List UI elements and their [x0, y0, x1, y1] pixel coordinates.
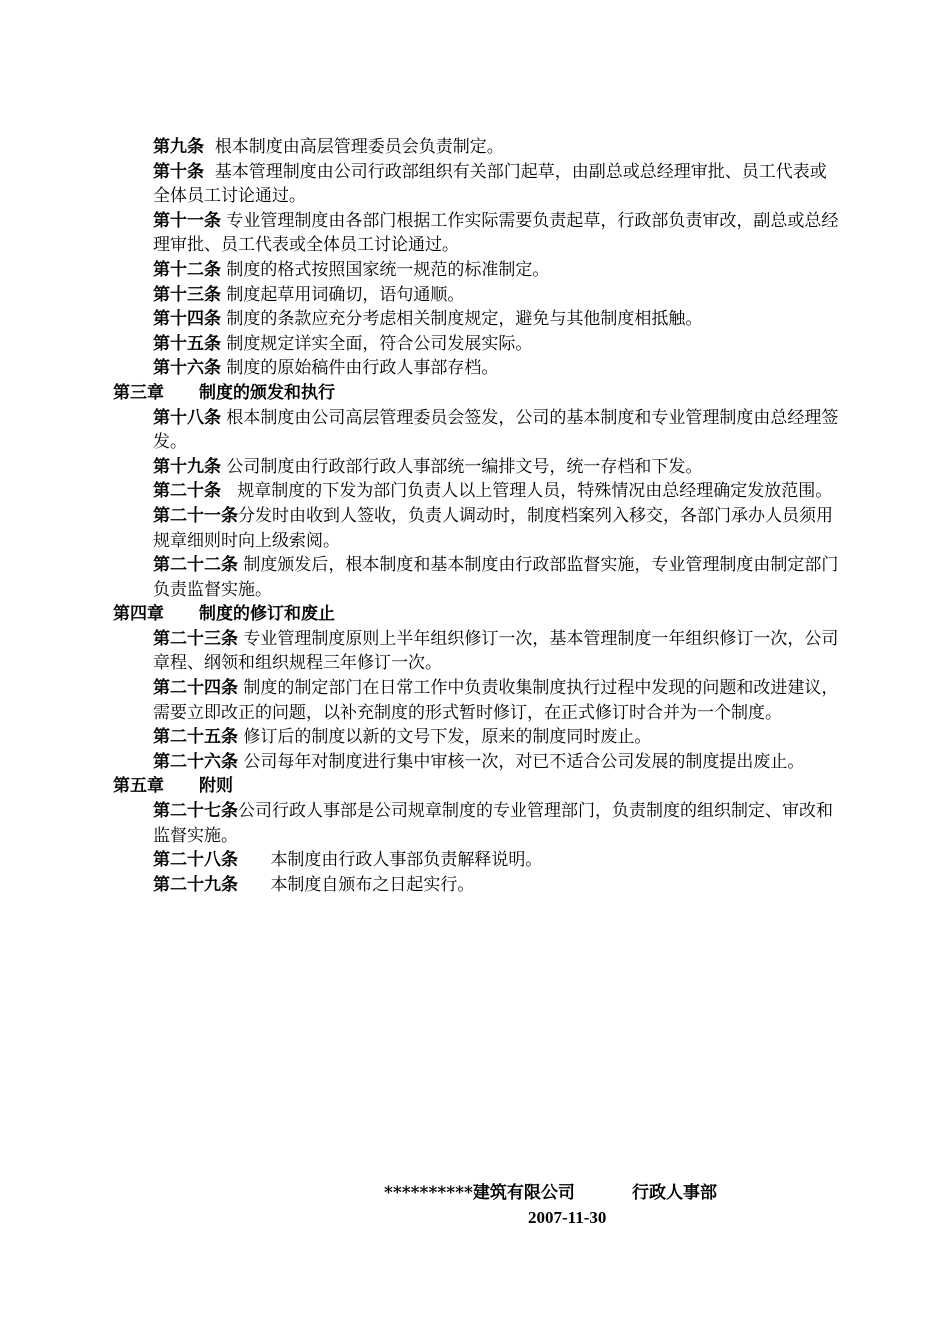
article-number: 第二十八条: [153, 850, 238, 871]
article-paragraph: [113, 455, 843, 480]
article-number: 第二十六条: [153, 751, 238, 772]
article-paragraph: [113, 258, 843, 283]
article-number: 第十五条: [153, 333, 221, 354]
article-text: 制度的格式按照国家统一规范的标准制定。: [226, 259, 550, 280]
article-paragraph: [113, 725, 843, 750]
chapter-number: 第四章: [113, 604, 164, 625]
chapter-title: 制度的修订和废止: [199, 604, 335, 625]
article-paragraph: [113, 553, 843, 602]
article-gap: [238, 875, 270, 895]
department-name: 行政人事部: [632, 1183, 717, 1203]
article-text: 制度的原始稿件由行政人事部存档。: [226, 358, 499, 379]
article-paragraph: [113, 283, 843, 308]
article-gap: [204, 137, 215, 157]
chapter-heading-5: [113, 774, 843, 799]
article-text: 本制度自颁布之日起实行。: [270, 874, 475, 895]
article-number: 第二十九条: [153, 874, 238, 895]
article-text: 分发时由收到人签收，负责人调动时，制度档案列入移交，各部门承办人员须用规章细则时向上级索阅。: [153, 505, 833, 551]
article-group-chapter3: [113, 406, 843, 603]
chapter-heading-4: [113, 602, 843, 627]
article-text: 制度的条款应充分考虑相关制度规定，避免与其他制度相抵触。: [226, 309, 703, 330]
article-paragraph: [113, 627, 843, 676]
chapter-heading-3: [113, 381, 843, 406]
article-number: 第十一条: [153, 210, 221, 231]
article-text: 基本管理制度由公司行政部组织有关部门起草，由副总或总经理审批、员工代表或全体员工讨论通过。: [153, 161, 827, 207]
article-number: 第十八条: [153, 407, 221, 428]
article-group-chapter5: [113, 799, 843, 897]
article-paragraph: [113, 848, 843, 873]
article-gap: [204, 162, 215, 182]
article-number: 第十三条: [153, 284, 221, 305]
article-number: 第二十四条: [153, 678, 238, 699]
article-text: 专业管理制度由各部门根据工作实际需要负责起草，行政部负责审改，副总或总经理审批、员工代表或全体员工讨论通过。: [153, 210, 839, 256]
article-text: 公司行政人事部是公司规章制度的专业管理部门，负责制度的组织制定、审改和监督实施。: [153, 801, 833, 846]
article-text: 公司制度由行政部行政人事部统一编排文号，统一存档和下发。: [226, 456, 703, 477]
article-group-chapter2: [113, 135, 843, 381]
article-text: 制度的制定部门在日常工作中负责收集制度执行过程中发现的问题和改进建议，需要立即改正的问题，以补充制度的形式暂时修订，在正式修订时合并为一个制度。: [153, 678, 839, 723]
article-number: 第二十条: [153, 481, 221, 502]
article-paragraph: [113, 209, 843, 258]
chapter-title: 制度的颁发和执行: [199, 382, 335, 403]
document-date: 2007-11-30: [528, 1208, 607, 1227]
article-gap: [221, 481, 237, 501]
article-number: 第二十七条: [153, 801, 238, 822]
article-text: 根本制度由高层管理委员会负责制定。: [214, 137, 504, 157]
article-paragraph: [113, 135, 843, 160]
article-text: 本制度由行政人事部负责解释说明。: [270, 850, 543, 871]
article-paragraph: [113, 356, 843, 381]
document-body: [113, 135, 843, 897]
article-paragraph: [113, 873, 843, 898]
article-number: 第二十二条: [153, 555, 238, 576]
chapter-number: 第五章: [113, 776, 164, 797]
chapter-title: 附则: [199, 776, 233, 797]
article-number: 第九条: [153, 137, 204, 157]
article-number: 第十九条: [153, 456, 221, 477]
article-paragraph: [113, 307, 843, 332]
article-paragraph: [113, 799, 843, 848]
article-paragraph: [113, 479, 843, 504]
article-paragraph: [113, 750, 843, 775]
article-gap: [238, 850, 270, 870]
article-text: 专业管理制度原则上半年组织修订一次，基本管理制度一年组织修订一次，公司章程、纲领和组织规程三年修订一次。: [153, 628, 839, 674]
article-number: 第十条: [153, 161, 204, 182]
company-name: **********建筑有限公司: [384, 1183, 575, 1203]
article-number: 第二十一条: [153, 505, 238, 526]
article-number: 第十六条: [153, 358, 221, 379]
article-paragraph: [113, 504, 843, 553]
article-number: 第十四条: [153, 309, 221, 330]
article-group-chapter4: [113, 627, 843, 775]
article-number: 第十二条: [153, 259, 221, 280]
chapter-number: 第三章: [113, 382, 164, 403]
article-paragraph: [113, 160, 843, 209]
article-text: 制度规定详实全面，符合公司发展实际。: [226, 333, 533, 354]
article-text: 规章制度的下发为部门负责人以上管理人员，特殊情况由总经理确定发放范围。: [237, 481, 833, 502]
article-text: 修订后的制度以新的文号下发，原来的制度同时废止。: [243, 727, 652, 748]
article-number: 第二十三条: [153, 628, 238, 649]
article-paragraph: [113, 676, 843, 725]
article-number: 第二十五条: [153, 727, 238, 748]
article-text: 根本制度由公司高层管理委员会签发，公司的基本制度和专业管理制度由总经理签发。: [153, 407, 839, 453]
article-paragraph: [113, 332, 843, 357]
article-text: 制度起草用词确切，语句通顺。: [226, 284, 465, 305]
article-paragraph: [113, 406, 843, 455]
article-text: 制度颁发后，根本制度和基本制度由行政部监督实施，专业管理制度由制定部门负责监督实施。: [153, 555, 839, 600]
article-text: 公司每年对制度进行集中审核一次，对已不适合公司发展的制度提出废止。: [243, 751, 805, 772]
